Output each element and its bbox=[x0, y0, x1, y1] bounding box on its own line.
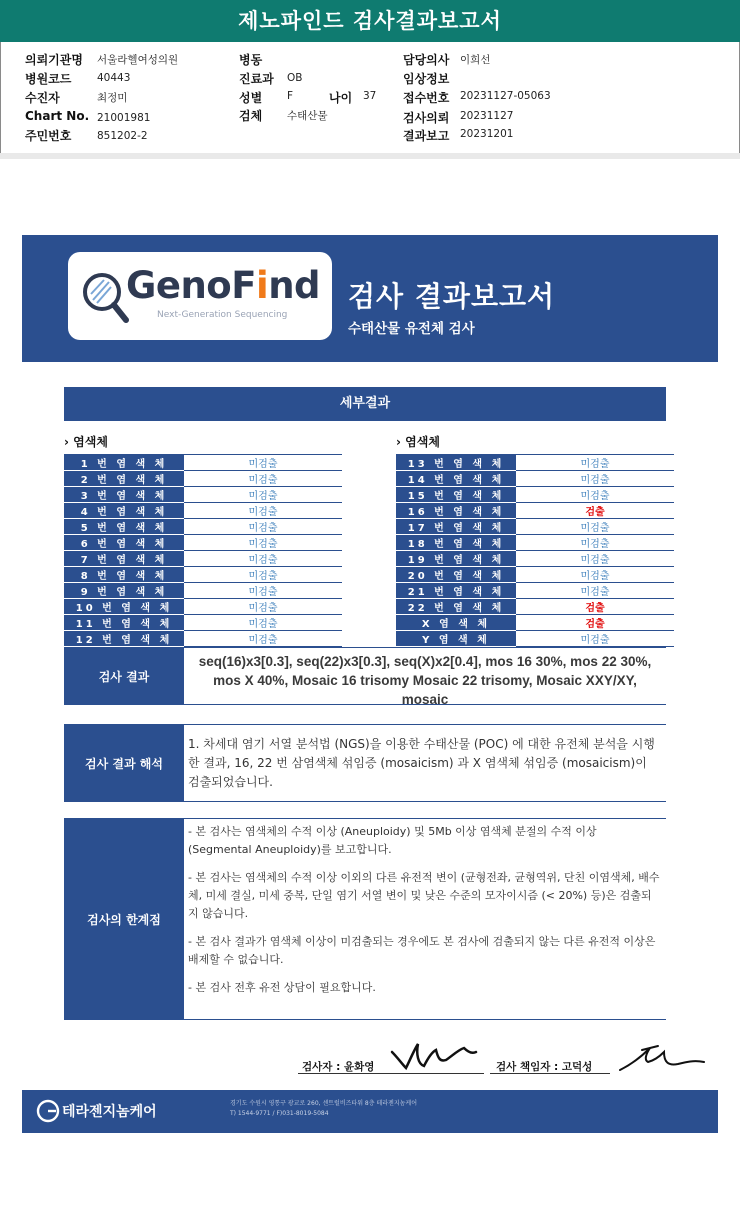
clinical-info-label: 임상정보 bbox=[403, 72, 450, 86]
chevron-right-icon: › bbox=[64, 435, 69, 449]
patient-info-box bbox=[0, 42, 740, 154]
chromosome-result-not-detected: 미검출 bbox=[184, 503, 342, 519]
request-date-value: 20231127 bbox=[460, 110, 514, 122]
chromosome-result-not-detected: 미검출 bbox=[184, 455, 342, 471]
report-subtitle: 수태산물 유전체 검사 bbox=[348, 321, 475, 337]
logo-tagline: Next-Generation Sequencing bbox=[157, 310, 288, 320]
department-value: OB bbox=[287, 72, 303, 84]
chromosome-name-cell: X 염 색 체 bbox=[396, 615, 516, 631]
chromosome-name-cell: 11 번 염 색 체 bbox=[64, 615, 184, 631]
right-section-title bbox=[396, 433, 440, 450]
right-section-title-text: 염색체 bbox=[405, 435, 440, 449]
chromosome-name-cell: 18 번 염 색 체 bbox=[396, 535, 516, 551]
interpretation-box bbox=[184, 724, 666, 802]
chromosome-row bbox=[396, 631, 674, 647]
chromosome-name-cell: 4 번 염 색 체 bbox=[64, 503, 184, 519]
chromosome-row bbox=[396, 503, 674, 519]
age-label: 나이 bbox=[329, 91, 353, 105]
chromosome-result-detected: 검출 bbox=[516, 615, 674, 631]
test-result-box bbox=[184, 647, 666, 705]
limitation-item-4: - 본 검사 전후 유전 상담이 필요합니다. bbox=[188, 981, 376, 994]
chromosome-row bbox=[396, 551, 674, 567]
ward-label: 병동 bbox=[239, 53, 263, 67]
specimen-label: 검체 bbox=[239, 109, 263, 123]
receipt-no-label: 접수번호 bbox=[403, 91, 450, 105]
resident-no-value: 851202-2 bbox=[97, 130, 148, 142]
chromosome-row bbox=[64, 535, 342, 551]
chromosome-result-not-detected: 미검출 bbox=[184, 567, 342, 583]
director-signature-line bbox=[490, 1073, 610, 1074]
chromosome-row bbox=[64, 471, 342, 487]
specimen-value: 수태산물 bbox=[287, 110, 328, 122]
info-box-divider bbox=[0, 153, 740, 159]
chromosome-name-cell: 2 번 염 색 체 bbox=[64, 471, 184, 487]
chromosome-result-not-detected: 미검출 bbox=[184, 615, 342, 631]
chromosome-result-not-detected: 미검출 bbox=[516, 487, 674, 503]
chromosome-row bbox=[396, 487, 674, 503]
logo-part-geno: GenoF bbox=[126, 264, 256, 307]
doctor-value: 이희선 bbox=[460, 54, 491, 66]
company-address-line1: 경기도 수원시 영통구 광교로 260, 센트럴비즈타워 8층 테라젠지놈케어 bbox=[230, 1100, 418, 1107]
tester-signature-label: 검사자 : 윤화영 bbox=[302, 1061, 375, 1073]
company-logo-icon bbox=[36, 1099, 60, 1123]
chromosome-name-cell: 21 번 염 색 체 bbox=[396, 583, 516, 599]
chromosome-row bbox=[64, 567, 342, 583]
chromosome-result-not-detected: 미검출 bbox=[184, 631, 342, 647]
chromosome-name-cell: 3 번 염 색 체 bbox=[64, 487, 184, 503]
resident-no-label: 주민번호 bbox=[25, 129, 72, 143]
chevron-right-icon: › bbox=[396, 435, 401, 449]
chromosome-name-cell: 15 번 염 색 체 bbox=[396, 487, 516, 503]
chromosome-result-not-detected: 미검출 bbox=[516, 551, 674, 567]
institution-label: 의뢰기관명 bbox=[25, 53, 83, 67]
chromosome-row bbox=[64, 583, 342, 599]
chromosome-name-cell: 1 번 염 색 체 bbox=[64, 455, 184, 471]
chromosome-row bbox=[396, 583, 674, 599]
chromosome-name-cell: 16 번 염 색 체 bbox=[396, 503, 516, 519]
logo-part-i: i bbox=[256, 264, 269, 307]
company-contact-line: T) 1544-9771 / F)031-8019-5084 bbox=[230, 1110, 329, 1117]
chromosome-result-not-detected: 미검출 bbox=[184, 535, 342, 551]
chromosome-result-not-detected: 미검출 bbox=[184, 551, 342, 567]
limitation-item-2: - 본 검사는 염색체의 수적 이상 이외의 다른 유전적 변이 (균형전좌, 균형역위, 단친 이염색체, 배수체, 미세 결실, 미세 중복, 단일 염기 서열 변이 및 낮은 수준의 모자이시즘 (< 20%) 등)은 검출되지 않습니다. bbox=[188, 871, 660, 920]
chromosome-table-left bbox=[64, 454, 342, 647]
chromosome-row bbox=[396, 519, 674, 535]
interpretation-label: 검사 결과 해석 bbox=[64, 724, 184, 802]
chromosome-name-cell: Y 염 색 체 bbox=[396, 631, 516, 647]
chromosome-name-cell: 5 번 염 색 체 bbox=[64, 519, 184, 535]
chromosome-row bbox=[64, 503, 342, 519]
department-label: 진료과 bbox=[239, 72, 274, 86]
chromosome-name-cell: 13 번 염 색 체 bbox=[396, 455, 516, 471]
chromosome-result-not-detected: 미검출 bbox=[516, 471, 674, 487]
sex-value: F bbox=[287, 90, 294, 102]
chromosome-result-not-detected: 미검출 bbox=[516, 631, 674, 647]
company-address bbox=[230, 1099, 417, 1119]
doctor-label: 담당의사 bbox=[403, 53, 450, 67]
chromosome-table-right bbox=[396, 454, 674, 647]
report-date-label: 결과보고 bbox=[403, 129, 450, 143]
chromosome-name-cell: 19 번 염 색 체 bbox=[396, 551, 516, 567]
hospital-code-value: 40443 bbox=[97, 72, 131, 84]
chromosome-result-not-detected: 미검출 bbox=[184, 583, 342, 599]
chromosome-row bbox=[64, 551, 342, 567]
patient-value: 최정미 bbox=[97, 92, 128, 104]
report-header-title: 제노파인드 검사결과보고서 bbox=[0, 0, 740, 42]
limitations-box bbox=[184, 818, 666, 1020]
request-date-label: 검사의뢰 bbox=[403, 111, 450, 125]
chart-no-value: 21001981 bbox=[97, 112, 151, 124]
chromosome-result-not-detected: 미검출 bbox=[184, 487, 342, 503]
chromosome-result-detected: 검출 bbox=[516, 503, 674, 519]
chromosome-result-not-detected: 미검출 bbox=[516, 567, 674, 583]
chromosome-result-not-detected: 미검출 bbox=[184, 471, 342, 487]
director-signature-image bbox=[612, 1040, 708, 1076]
report-title: 검사 결과보고서 bbox=[348, 280, 556, 313]
chromosome-name-cell: 17 번 염 색 체 bbox=[396, 519, 516, 535]
hospital-code-label: 병원코드 bbox=[25, 72, 72, 86]
chromosome-name-cell: 20 번 염 색 체 bbox=[396, 567, 516, 583]
chart-no-label: Chart No. bbox=[25, 109, 90, 123]
test-result-label: 검사 결과 bbox=[64, 647, 184, 705]
institution-value: 서울라헬여성의원 bbox=[97, 54, 179, 66]
limitation-item-3: - 본 검사 결과가 염색체 이상이 미검출되는 경우에도 본 검사에 검출되지 않는 다른 유전적 이상은 배제할 수 없습니다. bbox=[188, 935, 656, 966]
chromosome-result-not-detected: 미검출 bbox=[516, 519, 674, 535]
chromosome-row bbox=[396, 455, 674, 471]
chromosome-row bbox=[396, 471, 674, 487]
patient-label: 수진자 bbox=[25, 91, 60, 105]
director-signature-label: 검사 책임자 : 고덕성 bbox=[496, 1061, 593, 1073]
interpretation-text: 1. 차세대 염기 서열 분석법 (NGS)을 이용한 수태산물 (POC) 에 대한 유전체 분석을 시행한 결과, 16, 22 번 삼염색체 섞임증 (mosaicism) 과 X 염색체 섞임증 (mosaicism)이 검출되었습니다. bbox=[188, 737, 655, 789]
chromosome-row bbox=[64, 487, 342, 503]
chromosome-name-cell: 12 번 염 색 체 bbox=[64, 631, 184, 647]
chromosome-row bbox=[396, 567, 674, 583]
age-value: 37 bbox=[363, 90, 377, 102]
chromosome-name-cell: 8 번 염 색 체 bbox=[64, 567, 184, 583]
limitation-item-1: - 본 검사는 염색체의 수적 이상 (Aneuploidy) 및 5Mb 이상 염색체 분절의 수적 이상 (Segmental Aneuploidy)를 보고합니다. bbox=[188, 825, 597, 856]
logo-part-nd: nd bbox=[268, 264, 321, 307]
test-result-text: seq(16)x3[0.3], seq(22)x3[0.3], seq(X)x2[0.4], mos 16 30%, mos 22 30%, mos X 40%, Mosaic 16 trisomy Mosaic 22 trisomy, Mosaic XXY/XY, mosaic bbox=[198, 654, 652, 707]
chromosome-row bbox=[396, 535, 674, 551]
sex-label: 성별 bbox=[239, 91, 263, 105]
limitations-label: 검사의 한계점 bbox=[64, 818, 184, 1020]
chromosome-result-not-detected: 미검출 bbox=[516, 455, 674, 471]
chromosome-name-cell: 6 번 염 색 체 bbox=[64, 535, 184, 551]
magnifier-dna-icon bbox=[80, 270, 132, 326]
chromosome-result-not-detected: 미검출 bbox=[516, 583, 674, 599]
chromosome-name-cell: 14 번 염 색 체 bbox=[396, 471, 516, 487]
chromosome-row bbox=[396, 599, 674, 615]
tester-signature-image bbox=[388, 1038, 480, 1076]
report-banner bbox=[22, 235, 718, 362]
chromosome-result-not-detected: 미검출 bbox=[516, 535, 674, 551]
chromosome-row bbox=[64, 519, 342, 535]
genofind-wordmark bbox=[126, 264, 320, 307]
left-section-title bbox=[64, 433, 108, 450]
chromosome-row bbox=[396, 615, 674, 631]
report-footer bbox=[22, 1090, 718, 1133]
chromosome-row bbox=[64, 455, 342, 471]
chromosome-name-cell: 9 번 염 색 체 bbox=[64, 583, 184, 599]
chromosome-name-cell: 22 번 염 색 체 bbox=[396, 599, 516, 615]
chromosome-row bbox=[64, 631, 342, 647]
chromosome-result-not-detected: 미검출 bbox=[184, 599, 342, 615]
chromosome-result-detected: 검출 bbox=[516, 599, 674, 615]
left-section-title-text: 염색체 bbox=[73, 435, 108, 449]
chromosome-name-cell: 10 번 염 색 체 bbox=[64, 599, 184, 615]
chromosome-name-cell: 7 번 염 색 체 bbox=[64, 551, 184, 567]
chromosome-row bbox=[64, 615, 342, 631]
detail-results-header: 세부결과 bbox=[64, 387, 666, 421]
receipt-no-value: 20231127-05063 bbox=[460, 90, 551, 102]
genofind-logo-card bbox=[68, 252, 332, 340]
report-date-value: 20231201 bbox=[460, 128, 514, 140]
chromosome-row bbox=[64, 599, 342, 615]
chromosome-result-not-detected: 미검출 bbox=[184, 519, 342, 535]
company-name: 테라젠지놈케어 bbox=[62, 1104, 157, 1120]
